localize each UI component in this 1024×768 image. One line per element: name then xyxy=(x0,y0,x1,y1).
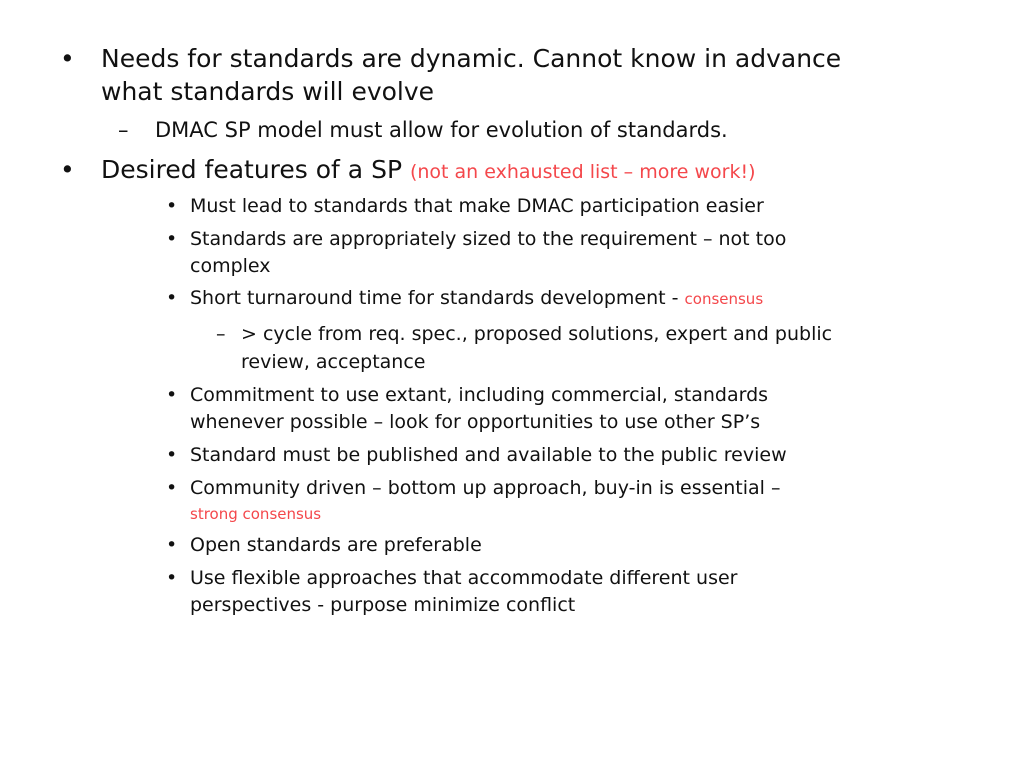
desired-features-label: Desired features of a SP xyxy=(101,155,403,184)
feature-lead-text: Must lead to standards that make DMAC participation easier xyxy=(190,195,764,217)
round-bullet-icon: • xyxy=(166,534,178,556)
feature-sized-line-1: Standards are appropriately sized to the requirement – not too xyxy=(190,228,787,250)
dash-bullet-icon: – xyxy=(216,323,226,345)
desired-features-note: (not an exhausted list – more work!) xyxy=(409,161,756,183)
feature-cycle-line-1: > cycle from req. spec., proposed solutions, expert and public xyxy=(241,323,833,345)
round-bullet-icon: • xyxy=(60,44,75,73)
needs-line-1: Needs for standards are dynamic. Cannot know in advance xyxy=(101,44,842,73)
round-bullet-icon: • xyxy=(166,444,178,466)
round-bullet-icon: • xyxy=(166,287,178,309)
round-bullet-icon: • xyxy=(166,195,178,217)
feature-open-text: Open standards are preferable xyxy=(190,534,482,556)
round-bullet-icon: • xyxy=(166,567,178,589)
feature-cycle-line-2: review, acceptance xyxy=(241,351,426,373)
feature-community-line-1: Community driven – bottom up approach, buy-in is essential – xyxy=(190,477,781,499)
round-bullet-icon: • xyxy=(166,384,178,406)
feature-commitment-line-1: Commitment to use extant, including commercial, standards xyxy=(190,384,769,406)
feature-community-note: strong consensus xyxy=(190,505,322,523)
feature-turnaround-note: consensus xyxy=(684,290,764,308)
feature-sized-line-2: complex xyxy=(190,255,271,277)
dash-bullet-icon: – xyxy=(118,118,129,142)
desired-features-line xyxy=(101,153,755,189)
round-bullet-icon: • xyxy=(60,155,75,184)
dmac-model-text: DMAC SP model must allow for evolution of standards. xyxy=(155,118,728,142)
needs-line-2: what standards will evolve xyxy=(101,77,435,106)
round-bullet-icon: • xyxy=(166,477,178,499)
feature-commitment-line-2: whenever possible – look for opportunities to use other SP’s xyxy=(190,411,761,433)
feature-turnaround-line xyxy=(190,284,763,313)
round-bullet-icon: • xyxy=(166,228,178,250)
feature-published-text: Standard must be published and available to the public review xyxy=(190,444,787,466)
feature-flexible-line-1: Use flexible approaches that accommodate different user xyxy=(190,567,738,589)
feature-flexible-line-2: perspectives - purpose minimize conflict xyxy=(190,594,576,616)
feature-turnaround-text: Short turnaround time for standards development - xyxy=(190,287,685,309)
